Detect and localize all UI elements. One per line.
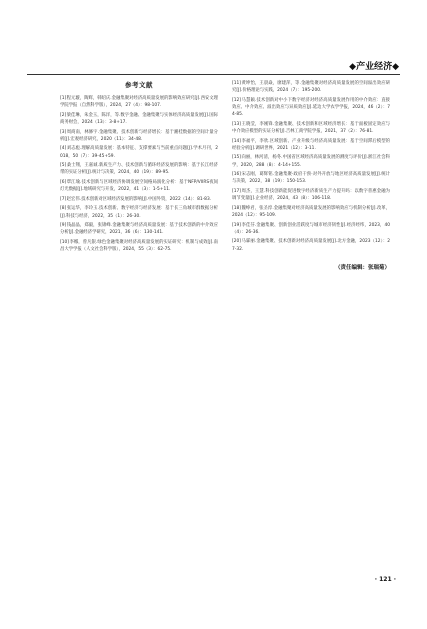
reference-entry [232,97,390,119]
editor-credit: （责任编辑：张瑞菊） [334,264,390,271]
reference-entry [60,95,218,109]
reference-text: 王晓莹，李刚锋.金融集聚、技术创新和区域经济增长：基于面板固定效应与中介效应模型的实证分析[J].吉林工商学院学报，2021，37（2）：76-81. [232,121,390,134]
reference-entry [60,222,218,236]
reference-text: 刘志彪.理解高质量发展：基本特征、支撑要素与当前重点问题[J].学术月刊，2018，50（7）：39-45+59. [60,146,218,159]
references-left-column [60,80,218,271]
reference-number: [12] [232,97,241,103]
reference-entry [232,222,390,236]
reference-text: 向丽，林河清，杨冬.中国省区域经济高质量发展的测度与评价[J].浙江社会科学，2020，288（8）：4-14+155. [232,155,390,168]
reference-number: [13] [232,121,241,127]
reference-text: 梁佳琳，朱金玉，陈洋，等.数字金融、金融集聚与实体经济高质量发展[J].国际商务财会，2024（13）：3-8+17. [60,112,218,125]
reference-number: [8] [60,206,67,212]
reference-text: 宋志刚，葛辉铭.金融集聚·政府干预·对外开放与地区经济高质量发展[J].统计与决策，2022，38（19）：150-153. [232,172,390,185]
reference-text: 马霖丽.金融集聚、技术创新对经济高质量发展[J].北方金融，2023（12）：27-32. [232,239,390,252]
reference-number: [20] [232,239,241,245]
reference-text: 魏峥君，张圣淳.金融集聚对经济高质量发展的影响效应与机制分析[J].改革，2024（12）：95-109. [232,205,390,218]
reference-entry [232,171,390,185]
references-right-column [232,80,390,271]
reference-number: [4] [60,146,67,152]
reference-number: [16] [232,172,241,178]
reference-number: [17] [232,188,241,194]
header-rule [27,74,400,75]
reference-text: 李福平，李欣.区域创新、产业升级与经济高质量发展：基于空间滞后模型的经验分析[J].调研世界，2021（12）：3-11. [232,138,390,151]
reference-entry [232,238,390,252]
reference-text: 周杰，王慧.科技创新能促进数字经济新质生产力提升吗：以数字普惠金融为调节变量[J].企业经济，2024，43（8）：106-118. [232,188,390,202]
reference-number: [18] [232,205,241,211]
reference-entry [60,129,218,143]
reference-number: [3] [60,129,67,135]
reference-list-left [60,95,218,253]
reference-text: 覃江瑜.技术创新与区域经济协调发展空间格局演化分析：基于NFP/VIIRS夜间灯光数据[J].地域研究与开发，2022，41（3）：1-5+11. [60,179,218,193]
section-label: ◆产业经济◆ [349,62,399,72]
references-title: 参考文献 [125,81,153,89]
reference-number: [15] [232,155,241,161]
reference-number: [19] [232,222,241,228]
reference-entry [232,154,390,168]
reference-entry [60,162,218,176]
reference-text: 马慧颖.技术创新对中小下数字经济对经济高质量发展作用的中介效应：直接效应、中介效应、溢出效应与异质效应[J].延边大学农学学报，2024，46（2）：74-85. [232,97,390,118]
reference-number: [11] [232,81,241,86]
reference-number: [1] [60,96,67,101]
reference-number: [10] [60,239,69,245]
reference-text: 钱晶晶，郑毅，张锦峰.金融集聚与经济高质量发展：基于技术创新的中介效应分析[J].金融经济学研究，2021，36（6）：130-141. [60,223,218,236]
reference-text: 周商南，林修宇.金融集聚、技术创新与经济增长：基于湘桂数据的空间计量分析[J].宏观经济研究，2020（11）：34-48. [60,129,218,142]
reference-entry [60,196,218,203]
reference-number: [7] [60,196,67,202]
reference-number: [2] [60,112,67,118]
reference-text: 黄坤怡，王晨焱，廖建萍，等.金融集聚对经济高质量发展的空间溢出效应研究[J].价格理论与实践，2024（7）：195-200. [232,81,390,94]
reference-entry [232,188,390,202]
reference-entry [60,179,218,193]
reference-entry [60,239,218,253]
reference-entry [232,138,390,152]
references-section [60,80,390,271]
reference-entry [60,145,218,159]
reference-text: 程元璇，陶辉，韩绍庆.金融集聚对经济高质量发展的影响效应研究[J].西安文理学院学报（自然科学版），2024，27（4）：98-107. [60,96,218,109]
reference-number: [9] [60,223,67,229]
reference-list-right [232,80,390,253]
reference-number: [6] [60,179,67,185]
reference-text: 桑士翔，王嘉诚.新质生产力、技术创新与循环经济发展的影响：基于长江经济带的实证分析[J].统计与决策，2024，40（19）：89-95. [60,163,218,176]
reference-entry [232,205,390,219]
reference-text: 张运华，李玲玉.技术创新、数字经济与经济发展：基于长三角城市群数据分析[J].科技与经济，2022，35（1）：26-30. [60,206,218,219]
reference-entry [60,205,218,219]
page-number: · 121 · [374,576,396,583]
reference-text: 李佳芬.金融集聚、创新创业活跃度与城市经济韧性[J].经济经纬，2023，40（4）：26-36. [232,222,390,235]
reference-text: 李娜，曾凡银.绿色金融集聚对经济高质量发展的实证研究：机制与成效[J].南昌大学学报（人文社会科学版），2024，55（3）：62-75. [60,239,218,253]
reference-number: [5] [60,163,67,169]
reference-entry [232,121,390,135]
reference-number: [14] [232,138,241,144]
reference-text: 赵宏伟.技术创新对区域经济发展的影响[J].中国外资，2022（14）：81-83. [66,196,212,202]
reference-entry [232,80,390,94]
reference-entry [60,112,218,126]
